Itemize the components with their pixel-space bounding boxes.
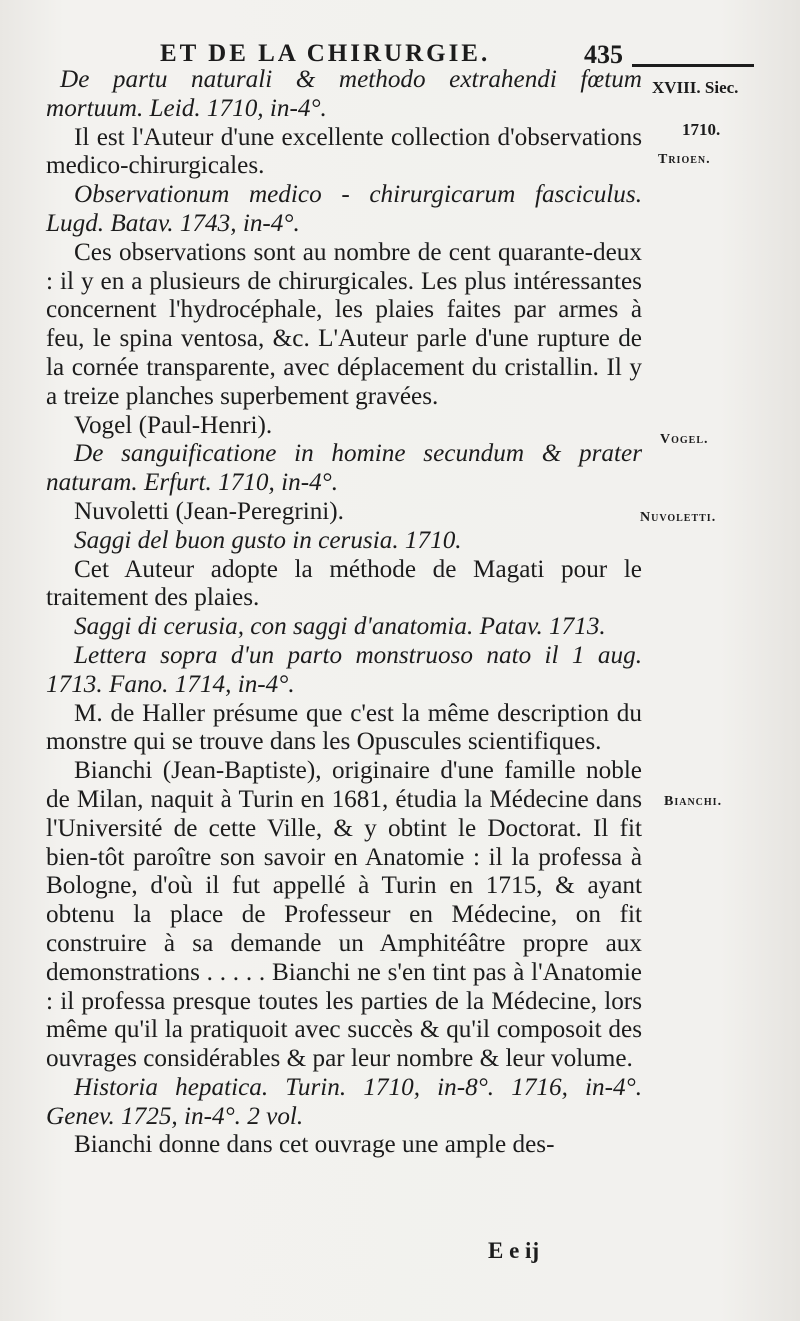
- margin-name-vogel: Vogel.: [660, 432, 709, 447]
- paragraph: Ces observations sont au nombre de cent quarante-deux : il y en a plusieurs de chirurgicales. Les plus intéressantes concernent l'hydrocéphale, les plaies faites par armes à feu, le spina ventosa, &c. L'Auteur parle d'une rupture de la cornée transparente, avec déplacement du cristallin. Il y a treize planches superbement gravées.: [46, 238, 642, 410]
- running-header: ET DE LA CHIRURGIE.: [160, 40, 491, 67]
- margin-year: 1710.: [682, 120, 721, 139]
- margin-name-nuvoletti: Nuvoletti.: [640, 510, 717, 525]
- paragraph: Historia hepatica. Turin. 1710, in-8°. 1716, in-4°. Genev. 1725, in-4°. 2 vol.: [46, 1073, 642, 1130]
- body-text: [46, 66, 642, 1160]
- paragraph: Lettera sopra d'un parto monstruoso nato il 1 aug. 1713. Fano. 1714, in-4°.: [46, 641, 642, 698]
- paragraph: Nuvoletti (Jean-Peregrini).: [74, 497, 344, 525]
- paragraph: Observationum medico - chirurgicarum fasciculus. Lugd. Batav. 1743, in-4°.: [46, 181, 642, 237]
- paragraph: De sanguificatione in homine secundum & prater naturam. Erfurt. 1710, in-4°.: [46, 440, 642, 497]
- paragraph: Cet Auteur adopte la méthode de Magati pour le traitement des plaies.: [46, 555, 642, 612]
- page-number: 435: [584, 40, 623, 69]
- paragraph: M. de Haller présume que c'est la même description du monstre qui se trouve dans les Opuscules scientifiques.: [46, 699, 642, 756]
- paragraph: Il est l'Auteur d'une excellente collection d'observations medico-chirurgicales.: [46, 123, 642, 180]
- paragraph: Bianchi (Jean-Baptiste), originaire d'une famille noble de Milan, naquit à Turin en 1681, étudia la Médecine dans l'Université de cette Ville, & y obtint le Doctorat. Il fit bien-tôt paroître son savoir en Anatomie : il la professa à Bologne, d'où il fut appellé à Turin en 1715, & ayant obtenu la place de Professeur en Médecine, on fit construire à sa demande un Amphitéâtre propre aux demonstrations . . . . . Bianchi ne s'en tint pas à l'Anatomie : il professa presque toutes les parties de la Médecine, lors même qu'il la pratiquoit avec succès & qu'il composoit des ouvrages considérables & par leur nombre & leur volume.: [46, 757, 642, 1073]
- paragraph: Vogel (Paul-Henri).: [74, 411, 273, 439]
- margin-rule: [632, 64, 754, 67]
- paragraph: Saggi del buon gusto in cerusia. 1710.: [74, 526, 462, 554]
- margin-century: XVIII. Siec.: [652, 78, 739, 97]
- signature-mark: E e ij: [488, 1238, 540, 1263]
- margin-name-bianchi: Bianchi.: [664, 794, 723, 809]
- paragraph: De partu naturali & methodo extrahendi fœtum mortuum. Leid. 1710, in-4°.: [46, 66, 642, 122]
- margin-name-trioen: Trioen.: [658, 152, 711, 167]
- paragraph: Bianchi donne dans cet ouvrage une ample des-: [74, 1131, 555, 1159]
- paragraph: Saggi di cerusia, con saggi d'anatomia. Patav. 1713.: [74, 613, 606, 641]
